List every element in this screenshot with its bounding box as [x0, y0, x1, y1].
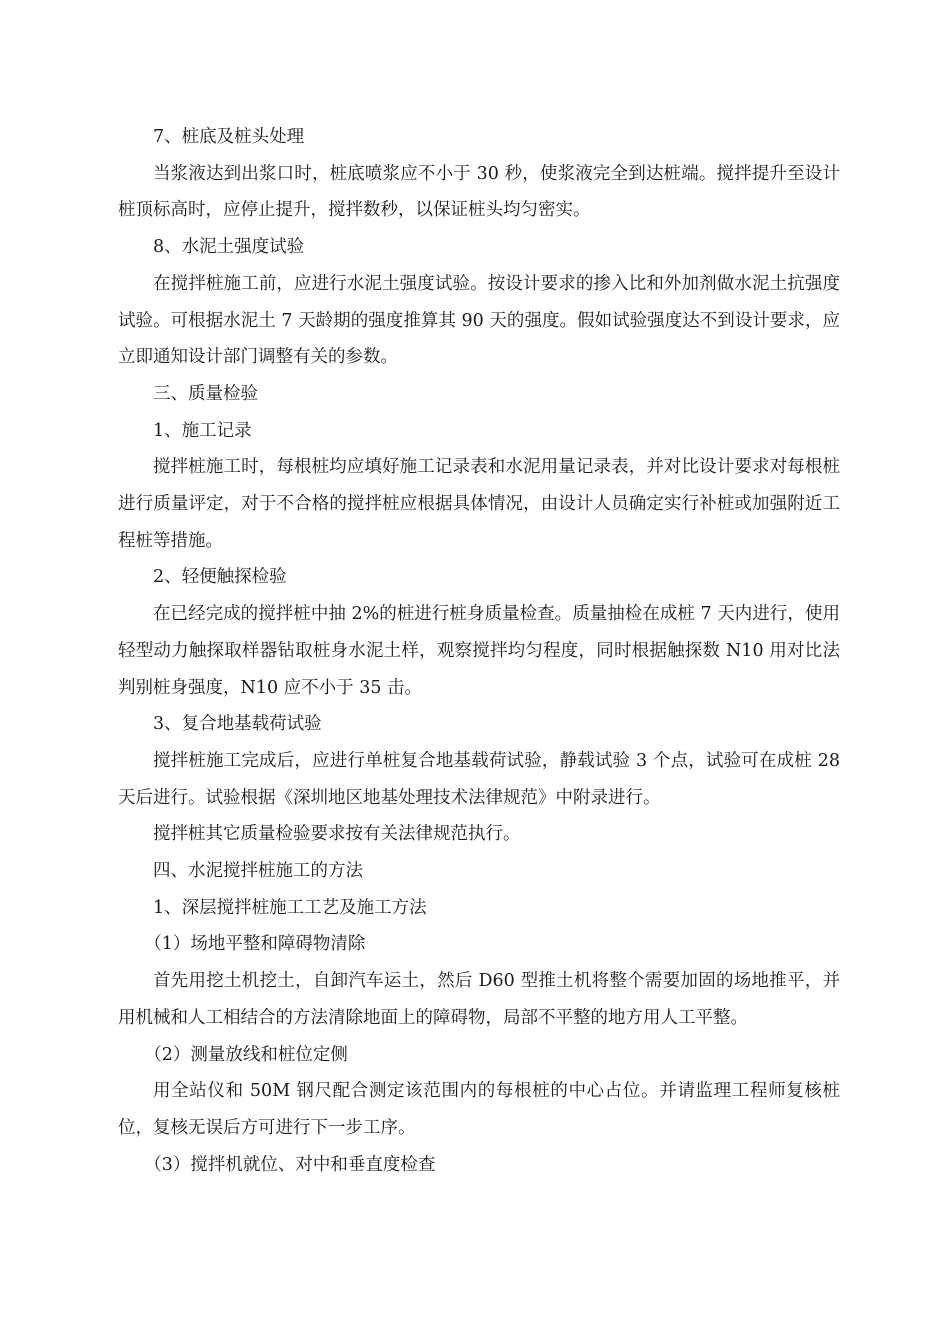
body-paragraph: 在已经完成的搅拌桩中抽 2%的桩进行桩身质量检查。质量抽检在成桩 7 天内进行，使用轻型动力触探取样器钻取桩身水泥土样，观察搅拌均匀程度，同时根据触探数 N10 用对比法判别桩身强度，N10 应不小于 35 击。 [118, 604, 840, 698]
body-paragraph: 在搅拌桩施工前，应进行水泥土强度试验。按设计要求的掺入比和外加剂做水泥土抗强度试验。可根据水泥土 7 天龄期的强度推算其 90 天的强度。假如试验强度达不到设计要求，应立即通知设计部门调整有关的参数。 [118, 273, 840, 368]
section-heading: 1、深层搅拌桩施工工艺及施工方法 [153, 897, 427, 918]
chapter-heading: 四、水泥搅拌桩施工的方法 [153, 861, 363, 882]
chapter-heading: 三、质量检验 [153, 383, 258, 404]
body-paragraph: 当浆液达到出浆口时，桩底喷浆应不小于 30 秒，使浆液完全到达桩端。搅拌提升至设计桩顶标高时，应停止提升，搅拌数秒，以保证桩头均匀密实。 [118, 163, 840, 221]
subsection-heading: （3）搅拌机就位、对中和垂直度检查 [144, 1154, 436, 1175]
body-paragraph: 搅拌桩其它质量检验要求按有关法律规范执行。 [153, 824, 521, 845]
section-heading: 8、水泥土强度试验 [153, 237, 305, 258]
subsection-heading: （1）场地平整和障碍物清除 [144, 934, 366, 955]
section-heading: 7、桩底及桩头处理 [153, 127, 305, 147]
subsection-heading: （2）测量放线和桩位定侧 [144, 1044, 348, 1065]
section-heading: 2、轻便触探检验 [153, 567, 287, 588]
body-paragraph: 用全站仪和 50M 钢尺配合测定该范围内的每根桩的中心占位。并请监理工程师复核桩位，复核无误后方可进行下一步工序。 [118, 1081, 840, 1138]
document-body [118, 119, 840, 1183]
section-heading: 1、施工记录 [153, 420, 252, 441]
section-heading: 3、复合地基载荷试验 [153, 714, 322, 735]
body-paragraph: 搅拌桩施工完成后，应进行单桩复合地基载荷试验，静载试验 3 个点，试验可在成桩 28 天后进行。试验根据《深圳地区地基处理技术法律规范》中附录进行。 [118, 750, 840, 808]
body-paragraph: 搅拌桩施工时，每根桩均应填好施工记录表和水泥用量记录表，并对比设计要求对每根桩进行质量评定，对于不合格的搅拌桩应根据具体情况，由设计人员确定实行补桩或加强附近工程桩等措施。 [118, 457, 840, 551]
body-paragraph: 首先用挖土机挖土，自卸汽车运土，然后 D60 型推土机将整个需要加固的场地推平，并用机械和人工相结合的方法清除地面上的障碍物，局部不平整的地方用人工平整。 [118, 971, 840, 1028]
